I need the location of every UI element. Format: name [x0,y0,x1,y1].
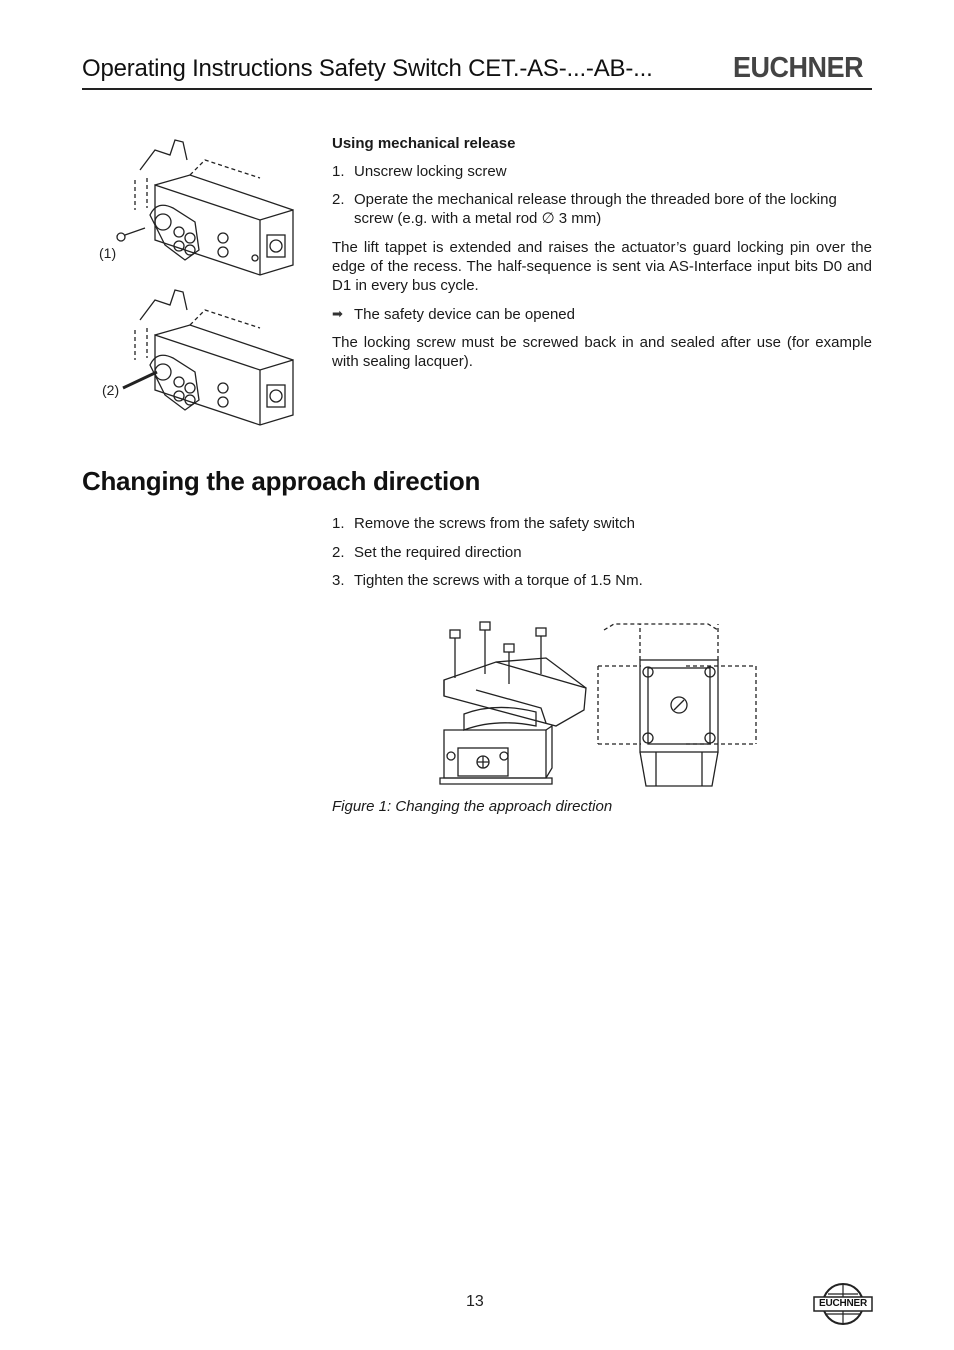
figure-label-1: (1) [99,245,117,261]
step-number: 1. [332,515,345,532]
figure-label-2: (2) [102,382,120,398]
mechanical-release-figure [95,130,305,430]
head-exploded-view [440,622,586,784]
section-title: Changing the approach direction [82,466,481,496]
step-number: 1. [332,163,345,180]
step-text: Remove the screws from the safety switch [354,515,635,532]
euchner-footer-logo [812,1280,874,1328]
sealing-paragraph: The locking screw must be screwed back in and sealed after use (for example with sealing lacquer). [332,334,872,370]
footer-logo-text: EUCHNER [818,1298,868,1309]
result-arrow-icon: ➡ [332,306,343,321]
page-number: 13 [466,1293,484,1310]
step-text: Tighten the screws with a torque of 1.5 Nm. [354,572,643,589]
step-text: Unscrew locking screw [354,163,507,180]
head-front-view [598,624,756,786]
step-text: Set the required direction [354,544,522,561]
release-explanation-paragraph: The lift tappet is extended and raises the actuator’s guard locking pin over the edge of the recess. The half-sequence is sent via AS-Interface input bits D0 and D1 in every bus cycle. [332,239,872,294]
document-title: Operating Instructions Safety Switch CET.-AS-...-AB-... [82,55,653,82]
figure-caption: Figure 1: Changing the approach direction [332,798,613,815]
switch-illustration-1 [117,140,293,275]
step-number: 2. [332,544,345,561]
release-result-text: The safety device can be opened [354,306,575,323]
switch-illustration-2 [123,290,293,425]
mechanical-release-subheading: Using mechanical release [332,135,516,152]
header-divider [82,88,872,90]
step-number: 2. [332,191,345,208]
euchner-logo: EUCHNER [733,52,864,84]
step-number: 3. [332,572,345,589]
approach-direction-figure [436,618,766,790]
step-text: Operate the mechanical release through the threaded bore of the locking screw (e.g. with a metal rod ∅ 3 mm) [354,191,837,227]
